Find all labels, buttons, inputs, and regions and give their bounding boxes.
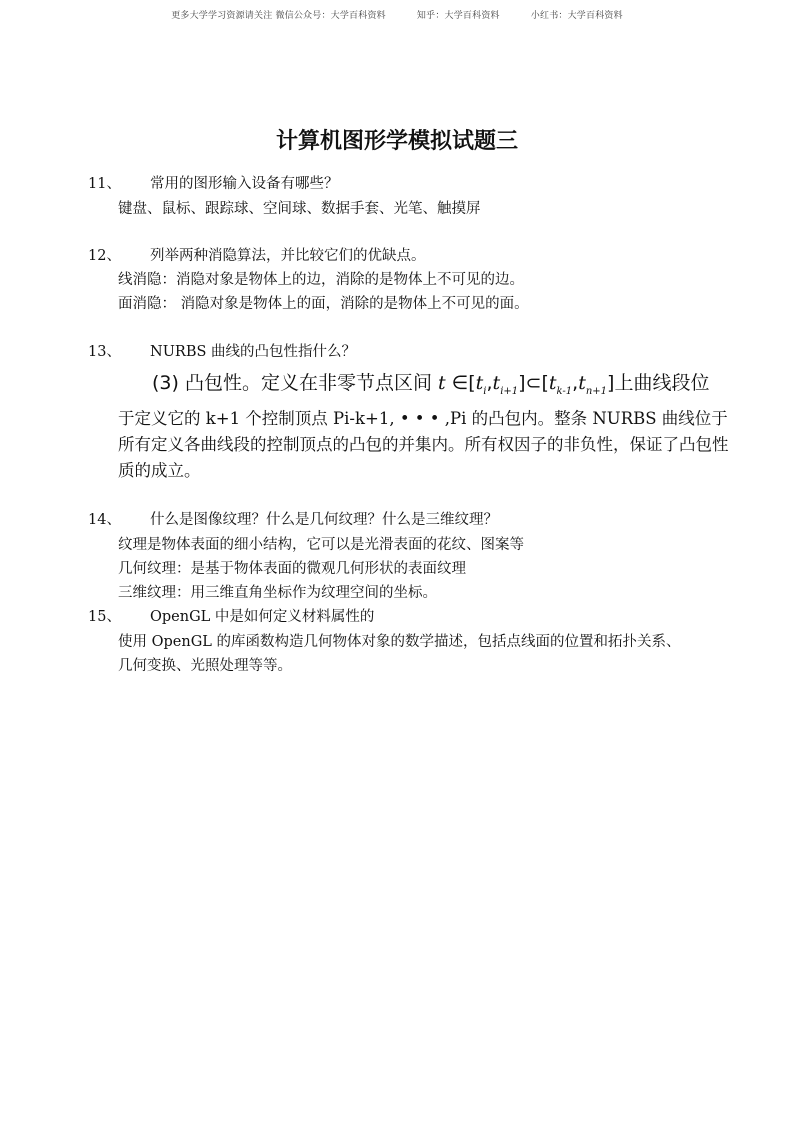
question-number: 13、 — [88, 344, 121, 360]
question-14 — [88, 508, 498, 529]
formula-comma-2: , — [572, 372, 579, 394]
formula-tn: t — [578, 372, 586, 394]
formula-ti: t — [475, 372, 484, 394]
question-text: NURBS 曲线的凸包性指什么？ — [150, 344, 357, 360]
formula-tn-sub: n+1 — [585, 385, 608, 397]
formula-tk: t — [548, 372, 557, 394]
question-text: 常用的图形输入设备有哪些？ — [150, 176, 339, 192]
answer-13: 于定义它的 k+1 个控制顶点 Pi-k+1, • • • ,Pi 的凸包内。整条 NURBS 曲线位于所有定义各曲线段的控制顶点的凸包的并集内。所有权因子的非负性，保证了凸包性质的成立。 — [118, 409, 729, 480]
answer-15-line-1: 使用 OpenGL 的库函数构造几何物体对象的数学描述，包括点线面的位置和拓扑关系、 — [118, 634, 681, 650]
question-text: 列举两种消隐算法，并比较它们的优缺点。 — [150, 248, 426, 264]
question-11 — [88, 172, 339, 193]
formula-subset: ]⊂[ — [518, 372, 549, 394]
formula-prefix: (3) 凸包性。定义在非零节点区间 — [152, 372, 438, 394]
question-number: 11、 — [88, 176, 121, 192]
answer-12-line-1: 线消隐：消隐对象是物体上的边，消除的是物体上不可见的边。 — [118, 272, 524, 288]
answer-11: 键盘、鼠标、跟踪球、空间球、数据手套、光笔、触摸屏 — [118, 201, 481, 217]
question-12 — [88, 244, 426, 265]
convex-hull-formula — [152, 368, 709, 397]
page-title: 计算机图形学模拟试题三 — [275, 129, 518, 154]
question-15 — [88, 605, 374, 626]
question-number: 14、 — [88, 512, 121, 528]
question-number: 12、 — [88, 248, 121, 264]
header-xiaohongshu-text: 小红书：大学百科资料 — [530, 11, 623, 21]
formula-tk-sub: k-1 — [556, 385, 573, 397]
answer-14-line-3: 三维纹理：用三维直角坐标作为纹理空间的坐标。 — [118, 585, 437, 601]
formula-comma-1: , — [486, 372, 493, 394]
answer-12-line-2: 面消隐： 消隐对象是物体上的面，消除的是物体上不可见的面。 — [118, 296, 529, 312]
header-zhihu-text: 知乎：大学百科资料 — [416, 11, 500, 21]
answer-14-line-2: 几何纹理：是基于物体表面的微观几何形状的表面纹理 — [118, 561, 466, 577]
formula-suffix: ]上曲线段位 — [607, 372, 710, 394]
formula-ti1: t — [492, 372, 501, 394]
question-text: OpenGL 中是如何定义材料属性的 — [150, 609, 375, 625]
answer-15-line-2: 几何变换、光照处理等等。 — [118, 658, 292, 674]
question-text: 什么是图像纹理？什么是几何纹理？什么是三维纹理？ — [150, 512, 498, 528]
formula-in: ∈[ — [445, 372, 476, 394]
question-number: 15、 — [88, 609, 121, 625]
page-header — [0, 8, 794, 21]
answer-14-line-1: 纹理是物体表面的细小结构，它可以是光滑表面的花纹、图案等 — [118, 537, 524, 553]
question-13 — [88, 340, 356, 361]
formula-var-t: t — [438, 372, 446, 394]
header-wechat-text: 更多大学学习资源请关注 微信公众号：大学百科资料 — [171, 11, 386, 21]
formula-ti1-sub: i+1 — [500, 385, 519, 397]
formula-ti-sub: i — [483, 385, 487, 397]
